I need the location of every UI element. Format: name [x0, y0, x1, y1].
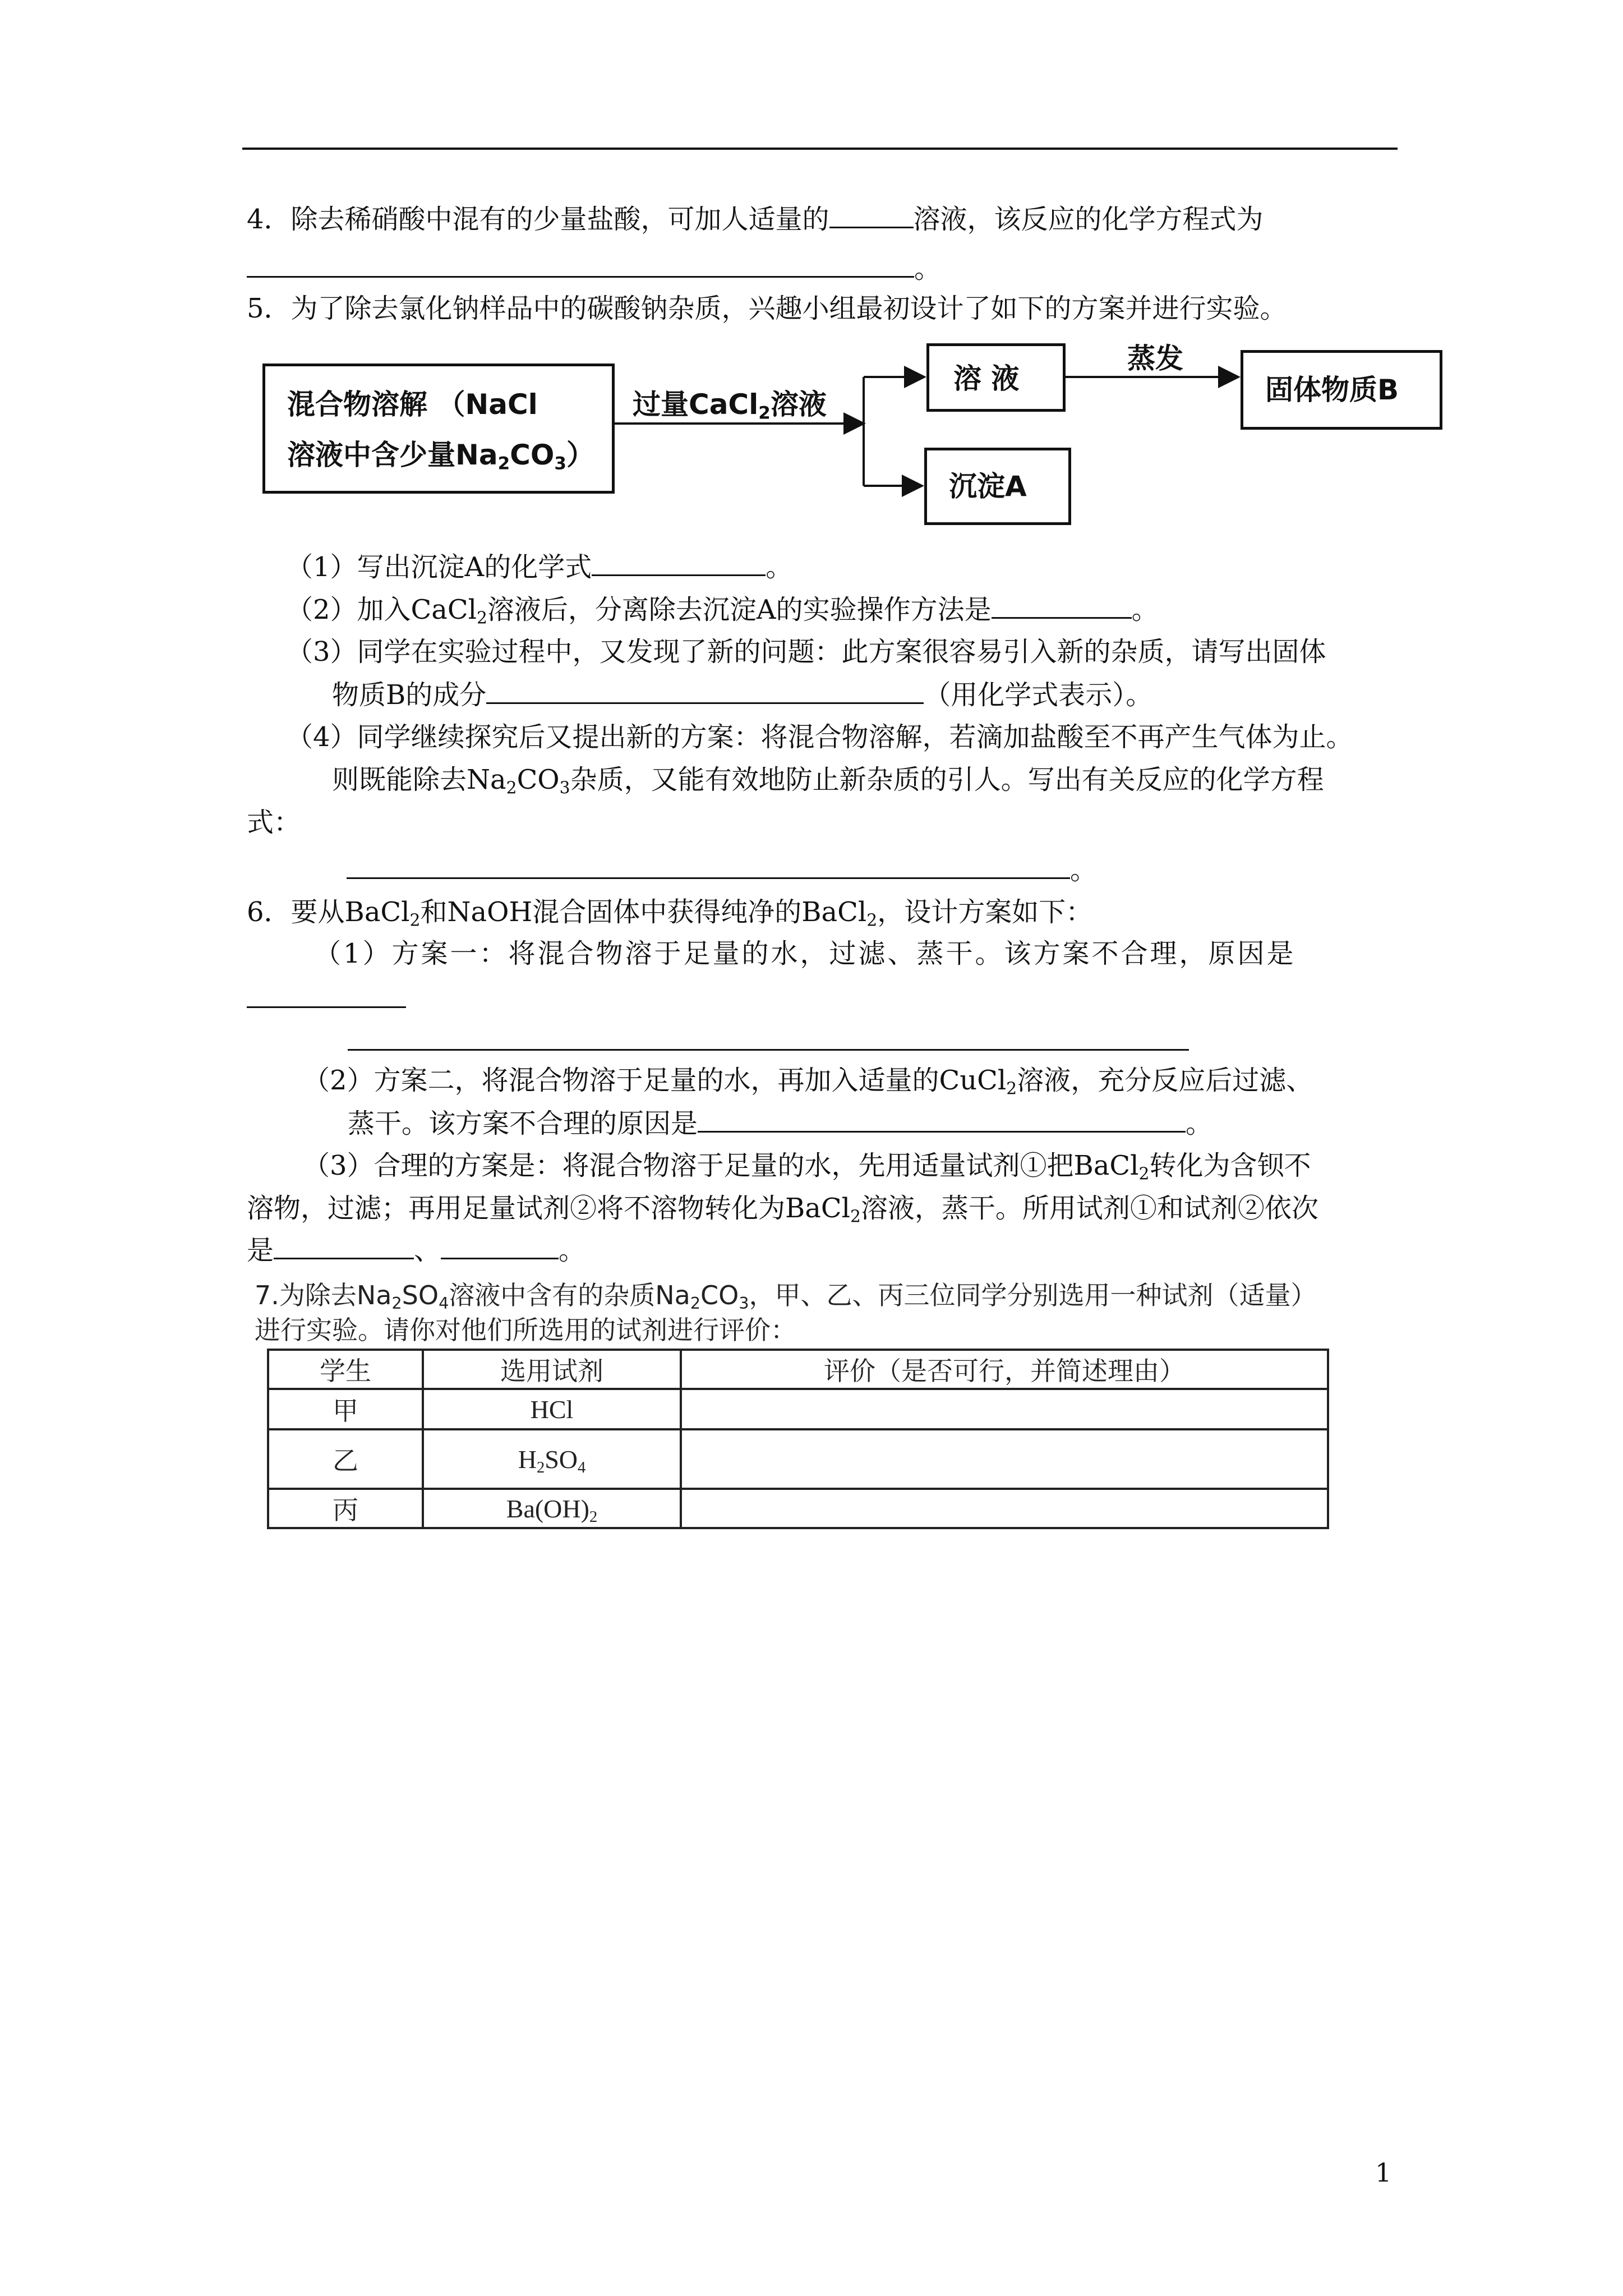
q6-blank-reagent2[interactable]	[441, 1233, 559, 1259]
q6-intro: 6．要从BaCl$_2$和NaOH混合固体中获得纯净的BaCl$_2$，设计方案如下：	[247, 896, 1093, 931]
q5-p4-line2: 则既能除去$Na_2CO_3$杂质，又能有效地防止新杂质的引人。写出有关反应的化学方程	[332, 764, 1324, 798]
q7-line1: 7.为除去$Na_2SO_4$溶液中含有的杂质$Na_2CO_3$，甲、乙、丙三位同学分别选用一种试剂（适量）	[255, 1280, 1317, 1313]
table-cell-student: 丙	[268, 1489, 423, 1528]
q6-p1: （1）方案一：将混合物溶于足量的水，过滤、蒸干。该方案不合理，原因是	[314, 938, 1296, 969]
flow-start-line2: 溶液中含少量$Na_2CO_3$）	[287, 439, 594, 474]
flow-precipitate-a-label: 沉淀A	[949, 470, 1027, 503]
table-cell-reagent: HCl	[423, 1389, 681, 1429]
q6-p3-line2: 溶物，过滤；再用足量试剂②将不溶物转化为BaCl$_2$溶液，蒸干。所用试剂①和试剂②依次	[247, 1193, 1318, 1227]
page-number: 1	[1375, 2157, 1392, 2188]
q5-blank-equation[interactable]	[347, 853, 1070, 879]
flow-evaporate-label: 蒸发	[1127, 342, 1183, 375]
table-row	[268, 1429, 1328, 1489]
table-cell-student: 甲	[268, 1389, 423, 1429]
q6-p3-line3: 是 、 。	[247, 1233, 585, 1267]
q5-p3-line1: （3）同学在实验过程中，又发现了新的问题：此方案很容易引入新的杂质，请写出固体	[286, 636, 1326, 668]
q5-p4-line4: 。	[347, 853, 1097, 887]
table-cell-evaluation[interactable]	[681, 1389, 1328, 1429]
q7-line2: 进行实验。请你对他们所选用的试剂进行评价：	[255, 1315, 796, 1345]
flow-arrows	[0, 0, 1623, 561]
flow-solid-b-label: 固体物质B	[1265, 374, 1399, 406]
table-row	[268, 1389, 1328, 1429]
q5-p4-line3: 式：	[247, 807, 301, 838]
q5-intro: 5．为了除去氯化钠样品中的碳酸钠杂质，兴趣小组最初设计了如下的方案并进行实验。	[247, 293, 1287, 324]
q5-p3-line2: 物质B的成分 （用化学式表示）。	[332, 678, 1152, 712]
q5-p2: （2）加入CaCl$_2$溶液后，分离除去沉淀A的实验操作方法是 。	[286, 592, 1159, 627]
table-header-evaluation: 评价（是否可行，并简述理由）	[681, 1350, 1328, 1389]
table-header-student: 学生	[268, 1350, 423, 1389]
table-cell-student: 乙	[268, 1429, 423, 1489]
table-cell-reagent: $H_2SO_4$	[423, 1429, 681, 1489]
q6-p2-line1: （2）方案二，将混合物溶于足量的水，再加入适量的CuCl$_2$溶液，充分反应后过滤、	[303, 1065, 1313, 1099]
q6-p3-line1: （3）合理的方案是：将混合物溶于足量的水，先用适量试剂①把BaCl$_2$转化为含钡不	[303, 1150, 1311, 1184]
q7-evaluation-table	[267, 1349, 1329, 1529]
flow-start-line1: 混合物溶解 （NaCl	[287, 388, 538, 421]
q4-line1: 4．除去稀硝酸中混有的少量盐酸，可加人适量的 溶液，该反应的化学方程式为	[247, 202, 1264, 236]
q5-blank-precipitate-formula[interactable]	[592, 550, 766, 576]
table-header-reagent: 选用试剂	[423, 1350, 681, 1389]
table-cell-evaluation[interactable]	[681, 1429, 1328, 1489]
q5-p1: （1）写出沉淀A的化学式 。	[286, 550, 792, 584]
q6-p2-line2: 蒸干。该方案不合理的原因是 。	[348, 1106, 1212, 1140]
flow-reagent-label: 过量CaCl$_2$溶液	[633, 388, 827, 424]
q6-blank-reason1-b[interactable]	[348, 1049, 1189, 1051]
q4-line2: 。	[247, 251, 941, 286]
q5-p4-line1: （4）同学继续探究后又提出新的方案：将混合物溶解，若滴加盐酸至不再产生气体为止。	[286, 721, 1353, 753]
q5-blank-solid-b[interactable]	[486, 678, 924, 704]
flow-solution-label: 溶 液	[953, 362, 1020, 395]
q6-blank-reagent1[interactable]	[274, 1233, 414, 1259]
q6-blank-reason1-a[interactable]	[247, 1006, 406, 1008]
table-row	[268, 1489, 1328, 1528]
q6-blank-reason2[interactable]	[698, 1106, 1186, 1133]
q5-blank-operation[interactable]	[992, 592, 1132, 619]
table-cell-reagent: $Ba(OH)_2$	[423, 1489, 681, 1528]
table-cell-evaluation[interactable]	[681, 1489, 1328, 1528]
